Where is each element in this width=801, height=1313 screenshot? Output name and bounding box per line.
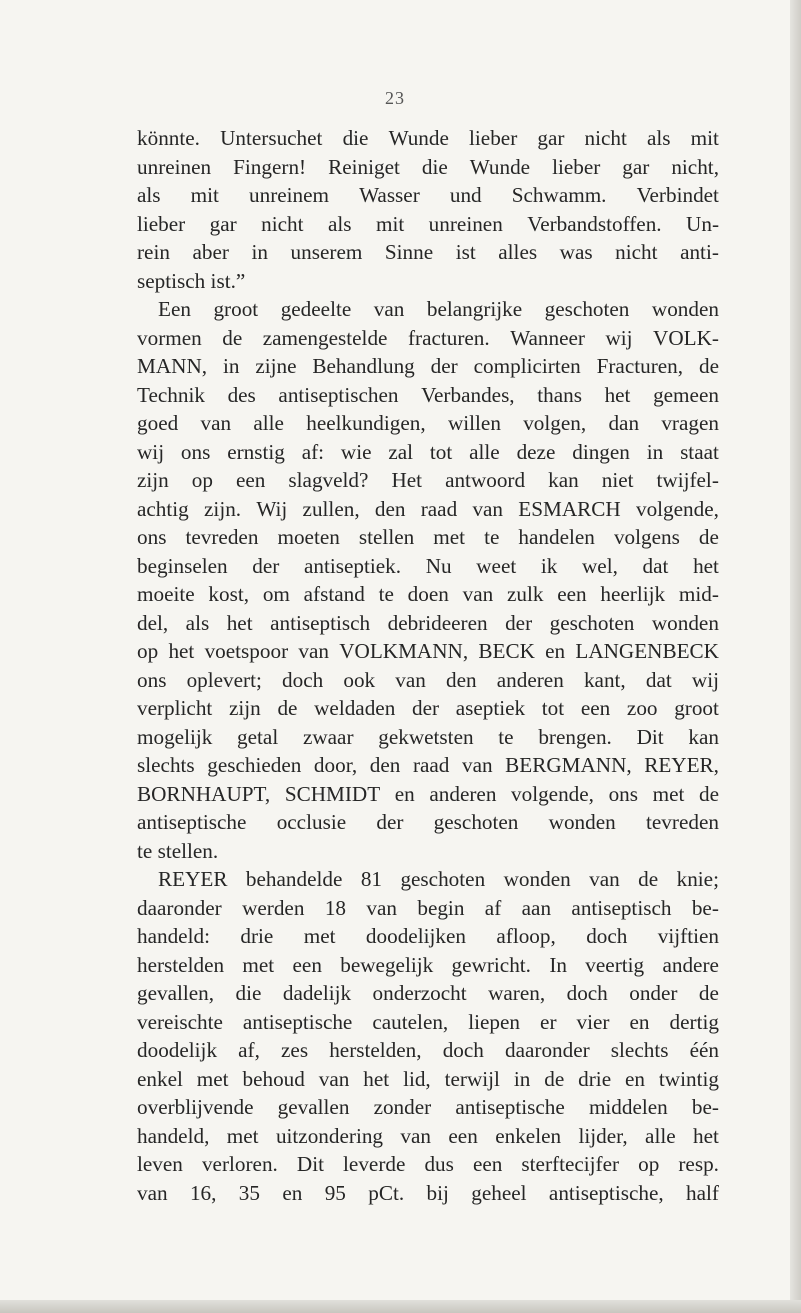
text-line: del, als het antiseptisch debrideeren der geschoten wonden	[137, 610, 719, 635]
text-line: ons oplevert; doch ook van den anderen kant, dat wij	[137, 667, 719, 692]
text-line: doodelijk af, zes herstelden, doch daaronder slechts één	[137, 1038, 719, 1062]
page-number: 23	[385, 88, 405, 108]
body-text	[137, 124, 719, 1207]
text-line: vereischte antiseptische cautelen, liepen er vier en dertig	[137, 1009, 719, 1034]
text-line: handeld, met uitzondering van een enkelen lijder, alle het	[137, 1123, 719, 1148]
text-line: op het voetspoor van VOLKMANN, BECK en LANGENBECK	[137, 639, 719, 663]
text-line: antiseptische occlusie der geschoten wonden tevreden	[137, 810, 719, 834]
text-line: vormen de zamengestelde fracturen. Wanneer wij VOLK-	[137, 325, 719, 350]
text-line: ons tevreden moeten stellen met te handelen volgens de	[137, 525, 719, 549]
text-line: te stellen.	[137, 838, 219, 863]
page-bottom-edge	[0, 1300, 801, 1313]
text-line: goed van alle heelkundigen, willen volgen, dan vragen	[137, 411, 719, 435]
text-line: wij ons ernstig af: wie zal tot alle deze dingen in staat	[137, 439, 719, 464]
text-line: BORNHAUPT, SCHMIDT en anderen volgende, ons met de	[137, 781, 719, 806]
text-line: rein aber in unserem Sinne ist alles was nicht anti-	[137, 240, 719, 264]
text-line: mogelijk getal zwaar gekwetsten te brengen. Dit kan	[137, 724, 719, 749]
text-line: Technik des antiseptischen Verbandes, thans het gemeen	[137, 382, 719, 407]
text-line: gevallen, die dadelijk onderzocht waren, doch onder de	[137, 981, 719, 1005]
text-line: overblijvende gevallen zonder antiseptische middelen be-	[137, 1095, 719, 1119]
text-line: daaronder werden 18 van begin af aan antiseptisch be-	[137, 895, 719, 920]
text-line: enkel met behoud van het lid, terwijl in de drie en twintig	[137, 1066, 719, 1091]
text-line: lieber gar nicht als mit unreinen Verbandstoffen. Un-	[137, 211, 719, 236]
text-line: MANN, in zijne Behandlung der complicirten Fracturen, de	[137, 354, 719, 378]
text-line: moeite kost, om afstand te doen van zulk een heerlijk mid-	[137, 582, 719, 606]
text-line: verplicht zijn de weldaden der aseptiek tot een zoo groot	[137, 696, 719, 720]
text-line: herstelden met een bewegelijk gewricht. In veertig andere	[137, 952, 719, 977]
text-line: Een groot gedeelte van belangrijke geschoten wonden	[158, 297, 719, 321]
text-line: zijn op een slagveld? Het antwoord kan niet twijfel-	[137, 468, 719, 492]
text-line: REYER behandelde 81 geschoten wonden van de knie;	[158, 867, 719, 891]
text-line: van 16, 35 en 95 pCt. bij geheel antiseptische, half	[137, 1180, 719, 1205]
text-line: achtig zijn. Wij zullen, den raad van ESMARCH volgende,	[137, 496, 719, 521]
text-line: slechts geschieden door, den raad van BERGMANN, REYER,	[137, 753, 719, 777]
text-line: als mit unreinem Wasser und Schwamm. Verbindet	[137, 183, 719, 207]
text-line: könnte. Untersuchet die Wunde lieber gar nicht als mit	[137, 126, 719, 150]
text-line: septisch ist.”	[137, 268, 246, 293]
text-line: unreinen Fingern! Reiniget die Wunde lieber gar nicht,	[137, 154, 719, 179]
page-edge	[790, 0, 801, 1313]
text-line: leven verloren. Dit leverde dus een sterftecijfer op resp.	[137, 1152, 719, 1176]
text-line: beginselen der antiseptiek. Nu weet ik wel, dat het	[137, 553, 719, 578]
text-line: handeld: drie met doodelijken afloop, doch vijftien	[137, 924, 719, 948]
